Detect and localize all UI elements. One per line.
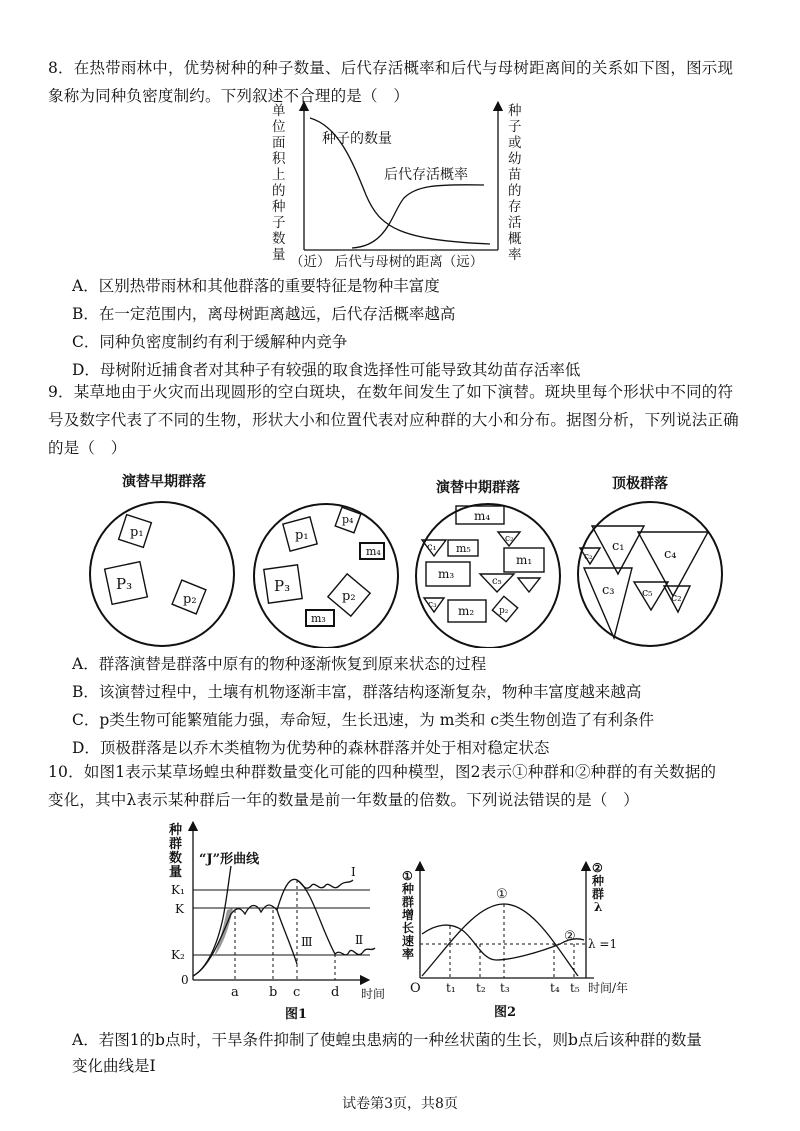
q10-fig1-curve-III: Ⅲ xyxy=(301,935,313,949)
q9-circle-climax xyxy=(578,502,722,646)
q10-fig2-caption: 图2 xyxy=(494,1005,517,1020)
q9-title-climax: 顶极群落 xyxy=(612,476,668,492)
q10-fig1-ylabel xyxy=(168,822,183,880)
q10-fig1-tick-a: a xyxy=(231,985,239,1000)
q8-x-axis-label: （近） 后代与母树的距离（远） xyxy=(290,254,484,270)
q8-right-char: 苗 xyxy=(508,167,522,183)
q10-fig1-tick-c: c xyxy=(293,985,301,1000)
q9-c-mid-tri xyxy=(518,578,540,592)
page-footer: 试卷第3页，共8页 xyxy=(342,1096,458,1112)
q10-fig2-t3: t₃ xyxy=(500,981,510,995)
q8-stem-line1: 8．在热带雨林中，优势树种的种子数量、后代存活概率和后代与母树距离间的关系如下图，图示现 xyxy=(48,59,734,77)
q9-label-m3: m₃ xyxy=(311,612,326,625)
q10-fig1-curve-I: Ⅰ xyxy=(351,865,356,879)
q8-right-char: 幼 xyxy=(508,151,522,167)
q8-option-d[interactable]: D．母树附近捕食者对其种子有较强的取食选择性可能导致其幼苗存活率低 xyxy=(72,361,581,379)
svg-text:速: 速 xyxy=(402,934,415,948)
q10-stem-line1: 10．如图1表示某草场蝗虫种群数量变化可能的四种模型，图2表示①种群和②种群的有关数据的 xyxy=(48,763,717,781)
q9-title-early: 演替早期群落 xyxy=(122,474,206,490)
q9-label-c2: c₂ xyxy=(671,591,682,604)
q9-option-d[interactable]: D．顶极群落是以乔木类植物为优势种的森林群落并处于相对稳定状态 xyxy=(72,739,550,757)
q10-fig2-xlabel: 时间/年 xyxy=(588,981,629,995)
q10-fig2-marker1: ① xyxy=(496,887,508,902)
q9-label-m5: m₅ xyxy=(456,542,471,555)
q9-stem-line2: 号及数字代表了不同的生物，形状大小和位置代表对应种群的大小和分布。据图分析，下列说法正确 xyxy=(48,411,739,429)
q9-label-p4: p₄ xyxy=(342,513,354,526)
q10-fig2-t4: t₄ xyxy=(550,981,560,995)
q10-fig1-tick-d: d xyxy=(331,985,340,1000)
q9-label-p2-mid: p₂ xyxy=(499,606,509,616)
q9-circle-early xyxy=(90,502,234,646)
q8-right-char: 或 xyxy=(508,135,522,151)
q10-fig2-t1: t₁ xyxy=(446,981,456,995)
q10-fig2-right-label xyxy=(591,861,604,914)
q8-option-a[interactable]: A．区别热带雨林和其他群落的重要特征是物种丰富度 xyxy=(72,277,440,295)
q8-left-char: 积 xyxy=(272,151,286,167)
q10-stem-line2: 变化，其中λ表示某种群后一年的数量是前一年数量的倍数。下列说法错误的是（ ） xyxy=(48,791,639,809)
q10-fig2-left-label xyxy=(401,869,414,961)
q10-option-a-line2[interactable]: 变化曲线是Ⅰ xyxy=(72,1057,156,1075)
q10-fig1-k: K xyxy=(175,902,184,916)
q8-left-char: 数 xyxy=(272,231,286,247)
q8-right-char: 种 xyxy=(508,103,522,119)
q9-label-c2-small: c₂ xyxy=(584,552,593,562)
q9-label-m4: m₄ xyxy=(366,545,381,558)
q8-left-char: 子 xyxy=(272,215,286,231)
q9-succession-diagram xyxy=(84,470,724,648)
q10-fig2-origin: O xyxy=(410,981,421,996)
q8-left-axis-label xyxy=(272,103,286,263)
q9-stem-line1: 9．某草地由于火灾而出现圆形的空白斑块，在数年间发生了如下演替。斑块里每个形状中不同的符 xyxy=(48,383,734,401)
q10-fig1-xlabel: 时间 xyxy=(361,987,386,1001)
q9-stem-line3: 的是（ ） xyxy=(48,439,127,457)
q8-right-char: 概 xyxy=(508,231,522,247)
q9-option-c[interactable]: C．p类生物可能繁殖能力强，寿命短，生长迅速，为 m类和 c类生物创造了有利条件 xyxy=(72,711,655,729)
q9-label-c4: c₄ xyxy=(664,547,677,562)
svg-text:增: 增 xyxy=(402,908,415,922)
q8-chart xyxy=(270,100,530,272)
q10-fig2-t5: t₅ xyxy=(570,981,580,995)
q8-left-char: 面 xyxy=(272,135,286,151)
q10-option-a-line1[interactable]: A．若图1的b点时，干旱条件抑制了使蝗虫患病的一种丝状菌的生长，则b点后该种群的数量 xyxy=(72,1031,702,1049)
q8-left-char: 单 xyxy=(272,103,286,119)
q9-label-c3-mid: c₃ xyxy=(428,600,437,610)
q8-survival-curve xyxy=(352,185,484,248)
q10-figure1 xyxy=(165,818,397,1022)
q8-right-char: 活 xyxy=(508,215,522,231)
svg-text:种: 种 xyxy=(402,882,415,896)
q8-right-char: 子 xyxy=(508,119,522,135)
q10-fig1-k1: K₁ xyxy=(171,883,185,897)
q10-fig1-tick-b: b xyxy=(269,985,278,1000)
svg-text:率: 率 xyxy=(402,947,415,961)
q8-option-c[interactable]: C．同种负密度制约有利于缓解种内竞争 xyxy=(72,333,348,351)
svg-text:种: 种 xyxy=(169,823,183,838)
q9-label-c5-mid: c₅ xyxy=(492,576,502,587)
q9-c3-tri xyxy=(584,568,632,638)
q9-label-m2: m₂ xyxy=(458,604,475,618)
q8-right-axis-label xyxy=(508,103,522,263)
q8-left-char: 种 xyxy=(272,199,286,215)
q9-label-p3b: P₃ xyxy=(274,577,291,595)
q10-fig1-k2: K₂ xyxy=(171,948,185,962)
q10-figure2 xyxy=(400,860,640,1020)
q9-label-c3: c₃ xyxy=(602,583,615,598)
q9-label-c5: c₅ xyxy=(642,586,653,599)
q9-label-c1-mid: c₁ xyxy=(427,542,437,553)
q9-label-p1b: p₁ xyxy=(295,528,309,543)
q8-left-char: 上 xyxy=(272,167,286,183)
q9-label-p2b: p₂ xyxy=(342,589,356,604)
q9-label-c2-mid: c₂ xyxy=(505,534,514,544)
q9-label-p2: p₂ xyxy=(183,592,197,607)
q9-title-mid: 演替中期群落 xyxy=(436,480,520,496)
svg-text:种: 种 xyxy=(592,874,605,888)
q8-left-char: 的 xyxy=(272,183,286,199)
q10-fig2-lambda: λ =1 xyxy=(588,937,618,951)
q8-seed-curve-label: 种子的数量 xyxy=(322,131,392,147)
q8-left-char: 位 xyxy=(272,119,286,135)
q10-fig1-j-label: “J”形曲线 xyxy=(199,852,260,867)
q8-right-char: 率 xyxy=(508,247,522,263)
q8-option-b[interactable]: B．在一定范围内，离母树距离越远，后代存活概率越高 xyxy=(72,305,456,323)
q9-label-m4-mid: m₄ xyxy=(474,509,491,523)
q9-label-c1: c₁ xyxy=(612,539,625,554)
svg-text:群: 群 xyxy=(402,895,415,909)
q8-stem-line2: 象称为同种负密度制约。下列叙述不合理的是（ ） xyxy=(48,87,410,105)
q10-fig1-curve-II: Ⅱ xyxy=(355,933,364,947)
svg-text:群: 群 xyxy=(592,887,605,901)
svg-text:量: 量 xyxy=(169,865,183,880)
q9-option-b[interactable]: B．该演替过程中，土壤有机物逐渐丰富，群落结构逐渐复杂，物种丰富度越来越高 xyxy=(72,683,642,701)
svg-text:长: 长 xyxy=(402,921,415,935)
q9-label-p1: p₁ xyxy=(130,525,144,540)
q10-fig2-t2: t₂ xyxy=(476,981,486,995)
q9-label-m1: m₁ xyxy=(516,553,533,567)
svg-text:群: 群 xyxy=(169,837,183,852)
q9-option-a[interactable]: A．群落演替是群落中原有的物种逐渐恢复到原来状态的过程 xyxy=(72,655,487,673)
q10-fig1-origin: 0 xyxy=(181,973,189,987)
svg-text:②: ② xyxy=(592,861,603,875)
q8-survival-curve-label: 后代存活概率 xyxy=(384,167,468,183)
q8-left-char: 量 xyxy=(272,247,286,263)
q9-label-p3: P₃ xyxy=(116,575,133,593)
q8-right-char: 存 xyxy=(508,199,522,215)
q9-label-m3-mid: m₃ xyxy=(438,567,455,581)
svg-text:λ: λ xyxy=(594,900,603,914)
q10-fig1-caption: 图1 xyxy=(285,1007,308,1022)
q8-right-char: 的 xyxy=(508,183,522,199)
svg-text:①: ① xyxy=(402,869,413,883)
svg-text:数: 数 xyxy=(169,851,183,866)
q10-fig2-marker2: ② xyxy=(564,929,576,944)
